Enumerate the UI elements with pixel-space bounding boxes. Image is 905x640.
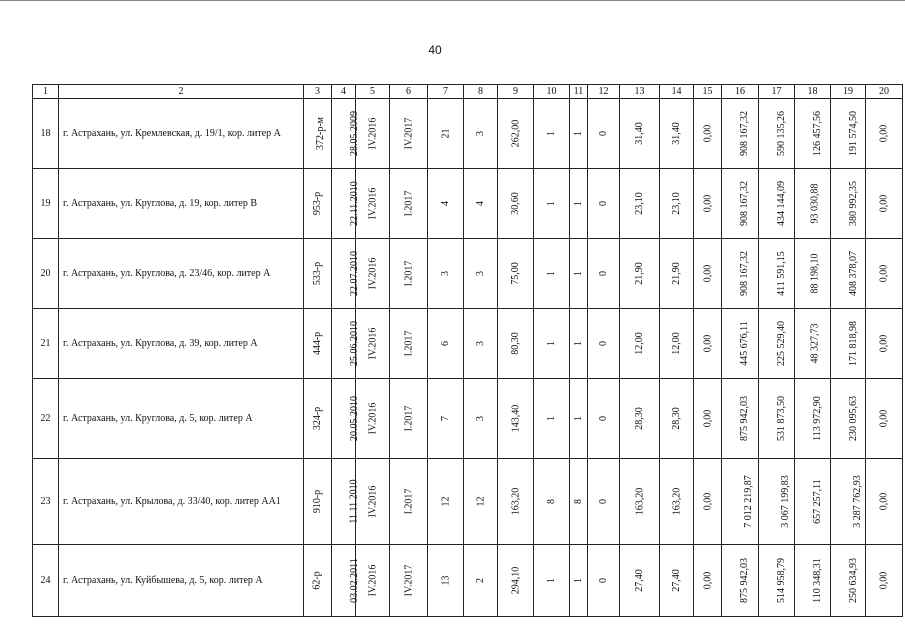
cell-value: 3 bbox=[440, 271, 451, 276]
cell-value: 28,30 bbox=[634, 407, 645, 430]
table-cell bbox=[498, 459, 534, 545]
table-cell bbox=[570, 459, 588, 545]
cell-value: 1 bbox=[546, 201, 557, 206]
table-cell bbox=[722, 239, 759, 309]
table-cell bbox=[866, 169, 903, 239]
cell-value: 445 676,11 bbox=[738, 321, 750, 366]
doc-number: 444-р bbox=[312, 331, 323, 356]
column-header: 20 bbox=[866, 85, 903, 99]
doc-date: 25.06.2010 bbox=[349, 321, 360, 366]
page-number: 40 bbox=[428, 43, 442, 57]
cell-value: IV.2016 bbox=[366, 485, 378, 518]
cell-value: 28,30 bbox=[671, 407, 682, 430]
table-cell bbox=[588, 169, 620, 239]
cell-value: 27,40 bbox=[671, 569, 682, 592]
address-cell: г. Астрахань, ул. Круглова, д. 5, кор. литер А bbox=[59, 379, 304, 459]
cell-value: 411 591,15 bbox=[775, 251, 787, 296]
table-cell bbox=[332, 239, 360, 309]
table-cell bbox=[356, 169, 390, 239]
cell-value: 8 bbox=[546, 499, 557, 504]
cell-value: I.2017 bbox=[403, 260, 414, 287]
table-cell bbox=[464, 169, 498, 239]
table-cell bbox=[304, 309, 332, 379]
table-cell bbox=[332, 309, 360, 379]
cell-value: 1 bbox=[546, 578, 557, 583]
table-cell bbox=[534, 459, 570, 545]
cell-value: 3 287 762,93 bbox=[851, 475, 863, 528]
cell-value: 514 958,79 bbox=[776, 558, 787, 603]
cell-value: 163,20 bbox=[634, 487, 645, 516]
table-cell bbox=[570, 379, 588, 459]
cell-value: 12 bbox=[475, 496, 486, 507]
cell-value: 0 bbox=[598, 271, 609, 276]
cell-value: 126 457,56 bbox=[812, 111, 823, 156]
column-header: 2 bbox=[59, 85, 304, 99]
cell-value: 2 bbox=[475, 578, 486, 583]
column-header: 6 bbox=[390, 85, 428, 99]
table-cell bbox=[759, 545, 795, 617]
cell-value: 8 bbox=[573, 499, 584, 504]
cell-value: 12,00 bbox=[634, 332, 645, 355]
table-cell bbox=[660, 99, 694, 169]
column-header: 4 bbox=[332, 85, 356, 99]
table-cell bbox=[428, 545, 464, 617]
table-cell bbox=[390, 459, 428, 545]
row-number: 24 bbox=[33, 545, 59, 617]
cell-value: 113 972,90 bbox=[811, 396, 823, 441]
cell-value: 250 634,93 bbox=[848, 558, 859, 603]
cell-value: 875 942,03 bbox=[739, 558, 750, 603]
table-cell bbox=[304, 169, 332, 239]
cell-value: 0,00 bbox=[878, 124, 890, 143]
cell-value: 4 bbox=[440, 201, 451, 206]
cell-value: 657 257,11 bbox=[811, 479, 823, 524]
cell-value: 6 bbox=[440, 341, 451, 346]
table-cell bbox=[795, 545, 831, 617]
cell-value: I.2017 bbox=[403, 190, 414, 217]
table-cell bbox=[759, 169, 795, 239]
cell-value: 7 012 219,87 bbox=[742, 475, 754, 528]
row-number: 23 bbox=[33, 459, 59, 545]
table-cell bbox=[498, 545, 534, 617]
cell-value: I.2017 bbox=[403, 488, 414, 515]
cell-value: 171 818,98 bbox=[848, 321, 859, 366]
cell-value: 230 095,63 bbox=[848, 396, 859, 441]
table-cell bbox=[498, 169, 534, 239]
column-header: 17 bbox=[759, 85, 795, 99]
table-cell bbox=[428, 239, 464, 309]
table-cell bbox=[795, 379, 831, 459]
cell-value: 93 030,88 bbox=[809, 183, 821, 224]
table-cell bbox=[356, 459, 390, 545]
table-cell bbox=[795, 459, 831, 545]
cell-value: 1 bbox=[573, 578, 584, 583]
cell-value: 191 574,50 bbox=[848, 111, 859, 156]
table-cell bbox=[304, 379, 332, 459]
table-cell bbox=[304, 459, 332, 545]
cell-value: 590 135,26 bbox=[776, 111, 787, 156]
cell-value: 4 bbox=[475, 201, 486, 206]
row-number: 22 bbox=[33, 379, 59, 459]
table-cell bbox=[356, 309, 390, 379]
column-header: 10 bbox=[534, 85, 570, 99]
cell-value: 1 bbox=[573, 201, 584, 206]
table-cell bbox=[694, 239, 722, 309]
cell-value: 0,00 bbox=[702, 571, 713, 590]
cell-value: 75,00 bbox=[510, 262, 521, 285]
table-cell bbox=[660, 239, 694, 309]
cell-value: 143,40 bbox=[510, 404, 521, 433]
cell-value: IV.2017 bbox=[402, 117, 414, 150]
table-cell bbox=[866, 99, 903, 169]
table-cell bbox=[694, 379, 722, 459]
table-cell bbox=[464, 99, 498, 169]
cell-value: I.2017 bbox=[403, 330, 414, 357]
table-cell bbox=[534, 239, 570, 309]
table-cell bbox=[304, 239, 332, 309]
table-cell bbox=[534, 309, 570, 379]
table-cell bbox=[332, 169, 360, 239]
cell-value: 110 348,31 bbox=[811, 558, 823, 603]
table-cell bbox=[620, 459, 660, 545]
table-cell bbox=[332, 379, 360, 459]
cell-value: 12,00 bbox=[671, 332, 682, 355]
table-cell bbox=[588, 545, 620, 617]
table-cell bbox=[390, 379, 428, 459]
table-cell bbox=[795, 99, 831, 169]
cell-value: 908 167,32 bbox=[739, 111, 750, 156]
column-header: 11 bbox=[570, 85, 588, 99]
table-cell bbox=[390, 545, 428, 617]
row-number: 20 bbox=[33, 239, 59, 309]
cell-value: 434 144,09 bbox=[776, 181, 787, 226]
cell-value: IV.2016 bbox=[366, 117, 378, 150]
cell-value: IV.2017 bbox=[402, 564, 414, 597]
doc-date: 20.05.2010 bbox=[349, 396, 360, 441]
cell-value: 12 bbox=[440, 496, 451, 507]
table-cell bbox=[390, 99, 428, 169]
table-cell bbox=[660, 459, 694, 545]
table-cell bbox=[620, 379, 660, 459]
table-cell bbox=[795, 239, 831, 309]
cell-value: 0,00 bbox=[878, 571, 890, 590]
table-row bbox=[33, 379, 903, 459]
table-cell bbox=[464, 379, 498, 459]
table-cell bbox=[831, 545, 866, 617]
row-number: 21 bbox=[33, 309, 59, 379]
cell-value: 908 167,32 bbox=[739, 251, 750, 296]
cell-value: 0 bbox=[598, 341, 609, 346]
table-cell bbox=[831, 99, 866, 169]
table-cell bbox=[660, 309, 694, 379]
doc-number: 324-р bbox=[312, 406, 323, 431]
table-cell bbox=[588, 239, 620, 309]
cell-value: 1 bbox=[573, 271, 584, 276]
table-cell bbox=[588, 309, 620, 379]
table-cell bbox=[722, 309, 759, 379]
column-header: 8 bbox=[464, 85, 498, 99]
cell-value: 531 873,50 bbox=[776, 396, 787, 441]
housing-table bbox=[32, 84, 903, 617]
column-header: 15 bbox=[694, 85, 722, 99]
table-cell bbox=[620, 545, 660, 617]
table-cell bbox=[722, 169, 759, 239]
table-cell bbox=[722, 99, 759, 169]
cell-value: 408 378,07 bbox=[848, 251, 859, 296]
table-cell bbox=[620, 239, 660, 309]
cell-value: 0,00 bbox=[702, 409, 713, 428]
table-cell bbox=[660, 379, 694, 459]
table-cell bbox=[464, 459, 498, 545]
table-cell bbox=[570, 239, 588, 309]
table-cell bbox=[588, 459, 620, 545]
table-cell bbox=[694, 309, 722, 379]
cell-value: 23,10 bbox=[634, 192, 645, 215]
cell-value: 3 bbox=[475, 416, 486, 421]
cell-value: 0,00 bbox=[878, 334, 890, 353]
cell-value: 0,00 bbox=[878, 194, 890, 213]
cell-value: 1 bbox=[546, 416, 557, 421]
table-cell bbox=[428, 169, 464, 239]
table-cell bbox=[498, 239, 534, 309]
table-cell bbox=[759, 379, 795, 459]
cell-value: 80,30 bbox=[510, 332, 521, 355]
table-cell bbox=[660, 169, 694, 239]
cell-value: 1 bbox=[573, 131, 584, 136]
table-row bbox=[33, 459, 903, 545]
table-cell bbox=[332, 459, 360, 545]
cell-value: 21,90 bbox=[634, 262, 645, 285]
doc-number: 372-р-м bbox=[315, 117, 326, 150]
cell-value: 0,00 bbox=[702, 194, 713, 213]
address-cell: г. Астрахань, ул. Крылова, д. 33/40, кор. литер АА1 bbox=[59, 459, 304, 545]
cell-value: 0 bbox=[598, 499, 609, 504]
doc-date: 28.05.2009 bbox=[349, 111, 360, 156]
table-cell bbox=[588, 99, 620, 169]
column-header: 1 bbox=[33, 85, 59, 99]
table-cell bbox=[722, 459, 759, 545]
table-cell bbox=[390, 169, 428, 239]
cell-value: 0 bbox=[598, 131, 609, 136]
cell-value: 3 bbox=[475, 131, 486, 136]
address-cell: г. Астрахань, ул. Круглова, д. 19, кор. литер В bbox=[59, 169, 304, 239]
table-cell bbox=[498, 379, 534, 459]
cell-value: 23,10 bbox=[671, 192, 682, 215]
table-cell bbox=[304, 99, 332, 169]
column-header: 16 bbox=[722, 85, 759, 99]
table-cell bbox=[759, 309, 795, 379]
table-cell bbox=[390, 309, 428, 379]
table-cell bbox=[332, 545, 360, 617]
table-cell bbox=[356, 379, 390, 459]
doc-date: 03.02.2011 bbox=[348, 558, 360, 603]
cell-value: IV.2016 bbox=[366, 564, 378, 597]
table-cell bbox=[620, 169, 660, 239]
table-cell bbox=[570, 169, 588, 239]
table-cell bbox=[866, 239, 903, 309]
address-cell: г. Астрахань, ул. Круглова, д. 23/46, кор. литер А bbox=[59, 239, 304, 309]
table-cell bbox=[694, 169, 722, 239]
cell-value: 0 bbox=[598, 416, 609, 421]
table-cell bbox=[464, 545, 498, 617]
table-cell bbox=[866, 545, 903, 617]
table-cell bbox=[498, 309, 534, 379]
doc-number: 910-р bbox=[312, 489, 323, 514]
address-cell: г. Астрахань, ул. Круглова, д. 39, кор. литер А bbox=[59, 309, 304, 379]
table-cell bbox=[534, 545, 570, 617]
cell-value: 1 bbox=[573, 416, 584, 421]
cell-value: 31,40 bbox=[671, 122, 682, 145]
cell-value: 0,00 bbox=[702, 334, 713, 353]
table-cell bbox=[534, 379, 570, 459]
table-cell bbox=[866, 459, 903, 545]
address-cell: г. Астрахань, ул. Куйбышева, д. 5, кор. литер А bbox=[59, 545, 304, 617]
cell-value: 0,00 bbox=[878, 264, 890, 283]
cell-value: 875 942,03 bbox=[739, 396, 750, 441]
cell-value: 0 bbox=[598, 201, 609, 206]
cell-value: 0,00 bbox=[702, 492, 713, 511]
table-row bbox=[33, 309, 903, 379]
table-cell bbox=[428, 309, 464, 379]
cell-value: 88 198,10 bbox=[809, 253, 821, 294]
cell-value: 262,00 bbox=[510, 119, 521, 148]
table-row bbox=[33, 169, 903, 239]
cell-value: 163,20 bbox=[510, 487, 521, 516]
table-cell bbox=[570, 99, 588, 169]
row-number: 19 bbox=[33, 169, 59, 239]
table-cell bbox=[831, 169, 866, 239]
table-row bbox=[33, 239, 903, 309]
table-cell bbox=[620, 309, 660, 379]
table-cell bbox=[498, 99, 534, 169]
table-cell bbox=[620, 99, 660, 169]
cell-value: 0 bbox=[598, 578, 609, 583]
cell-value: 0,00 bbox=[702, 264, 713, 283]
cell-value: 13 bbox=[440, 575, 451, 586]
table-cell bbox=[464, 309, 498, 379]
column-header: 19 bbox=[831, 85, 866, 99]
header-row bbox=[33, 85, 903, 99]
cell-value: 0,00 bbox=[702, 124, 713, 143]
cell-value: 0,00 bbox=[878, 492, 890, 511]
table-cell bbox=[570, 545, 588, 617]
cell-value: 1 bbox=[546, 341, 557, 346]
cell-value: 1 bbox=[573, 341, 584, 346]
table-cell bbox=[722, 379, 759, 459]
cell-value: 1 bbox=[546, 271, 557, 276]
table-cell bbox=[660, 545, 694, 617]
doc-number: 953-р bbox=[312, 191, 323, 216]
doc-number: 533-р bbox=[312, 261, 323, 286]
top-rule bbox=[0, 0, 905, 5]
table-row bbox=[33, 99, 903, 169]
table-cell bbox=[534, 99, 570, 169]
table-cell bbox=[831, 379, 866, 459]
cell-value: 3 bbox=[475, 341, 486, 346]
cell-value: 48 327,73 bbox=[809, 323, 821, 364]
column-header: 3 bbox=[304, 85, 332, 99]
cell-value: 21,90 bbox=[671, 262, 682, 285]
row-number: 18 bbox=[33, 99, 59, 169]
cell-value: 30,60 bbox=[510, 192, 521, 215]
cell-value: IV.2016 bbox=[366, 327, 378, 360]
cell-value: 908 167,32 bbox=[739, 181, 750, 226]
table-cell bbox=[390, 239, 428, 309]
column-header: 13 bbox=[620, 85, 660, 99]
cell-value: 1 bbox=[546, 131, 557, 136]
table-cell bbox=[831, 309, 866, 379]
table-cell bbox=[759, 239, 795, 309]
table-cell bbox=[304, 545, 332, 617]
table-cell bbox=[722, 545, 759, 617]
cell-value: IV.2016 bbox=[366, 187, 378, 220]
table-cell bbox=[356, 239, 390, 309]
column-header: 18 bbox=[795, 85, 831, 99]
table-cell bbox=[428, 379, 464, 459]
doc-date: 22.11.2010 bbox=[348, 181, 360, 226]
doc-date: 22.07.2010 bbox=[349, 251, 360, 296]
table-cell bbox=[831, 459, 866, 545]
table-cell bbox=[534, 169, 570, 239]
cell-value: 294,10 bbox=[510, 566, 521, 595]
cell-value: 27,40 bbox=[634, 569, 645, 592]
column-header: 14 bbox=[660, 85, 694, 99]
table-cell bbox=[694, 545, 722, 617]
doc-number: 62-р bbox=[312, 571, 323, 590]
table-cell bbox=[332, 99, 360, 169]
cell-value: 3 067 199,83 bbox=[779, 475, 791, 528]
table-cell bbox=[356, 99, 390, 169]
table-cell bbox=[694, 459, 722, 545]
table-cell bbox=[356, 545, 390, 617]
column-header: 12 bbox=[588, 85, 620, 99]
table-cell bbox=[759, 99, 795, 169]
doc-date: 11.11.2010 bbox=[348, 479, 360, 524]
cell-value: 21 bbox=[440, 128, 451, 139]
column-header: 5 bbox=[356, 85, 390, 99]
table-cell bbox=[428, 99, 464, 169]
cell-value: I.2017 bbox=[403, 405, 414, 432]
table-cell bbox=[694, 99, 722, 169]
table-cell bbox=[795, 169, 831, 239]
table-cell bbox=[831, 239, 866, 309]
cell-value: 163,20 bbox=[671, 487, 682, 516]
cell-value: 7 bbox=[440, 416, 451, 421]
cell-value: 3 bbox=[475, 271, 486, 276]
table-cell bbox=[464, 239, 498, 309]
table-cell bbox=[570, 309, 588, 379]
table-cell bbox=[866, 379, 903, 459]
table-cell bbox=[428, 459, 464, 545]
cell-value: IV.2016 bbox=[366, 402, 378, 435]
cell-value: 0,00 bbox=[878, 409, 890, 428]
column-header: 7 bbox=[428, 85, 464, 99]
table-row bbox=[33, 545, 903, 617]
table-cell bbox=[588, 379, 620, 459]
address-cell: г. Астрахань, ул. Кремлевская, д. 19/1, кор. литер А bbox=[59, 99, 304, 169]
cell-value: 31,40 bbox=[634, 122, 645, 145]
table-cell bbox=[759, 459, 795, 545]
table-cell bbox=[866, 309, 903, 379]
cell-value: 380 992,35 bbox=[848, 181, 859, 226]
column-header: 9 bbox=[498, 85, 534, 99]
cell-value: 225 529,40 bbox=[776, 321, 787, 366]
table-cell bbox=[795, 309, 831, 379]
cell-value: IV.2016 bbox=[366, 257, 378, 290]
